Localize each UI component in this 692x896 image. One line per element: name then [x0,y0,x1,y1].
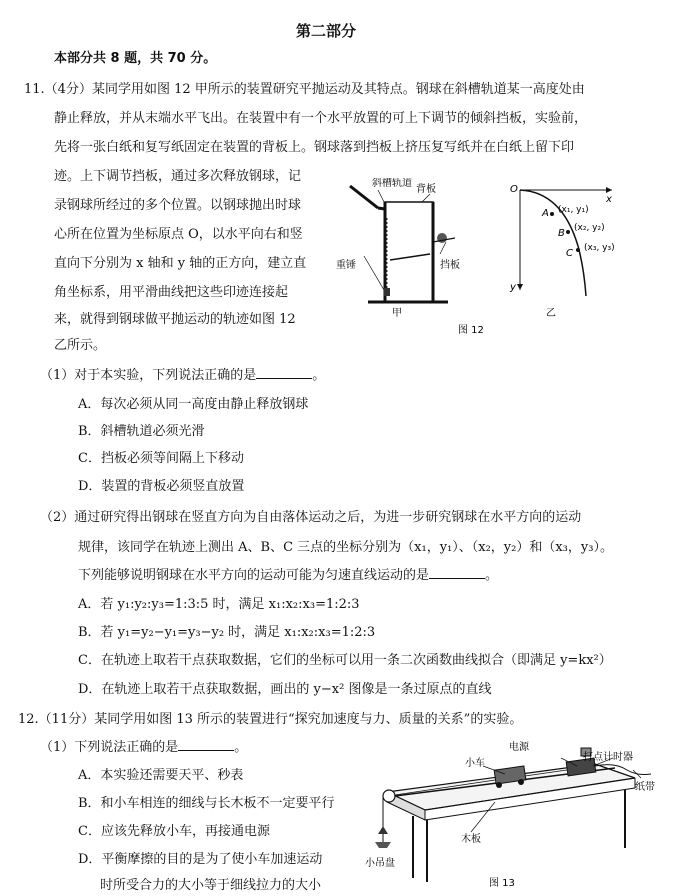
section-title: 第二部分 [296,22,357,40]
trajectory-graph [517,187,612,296]
option-c: C．在轨迹上取若干点获取数据，它们的坐标可以用一条二次函数曲线拟合（即满足 y=kx²） [78,653,612,668]
option-d-continued: 时所受合力的大小等于细线拉力的大小 [100,878,322,893]
label-car: 小车 [465,758,485,769]
label-weight: 重锤 [336,260,356,271]
q11-p1-stem [40,364,325,383]
option-a: A．若 y₁:y₂:y₃=1:3:5 时，满足 x₁:x₂:x₃=1:2:3 [78,597,360,612]
apparatus-diagram [350,186,455,302]
axis-x: x [606,194,612,205]
q11-line: 乙所示。 [54,338,107,353]
option-a: A．本实验还需要天平、秒表 [78,768,244,783]
section-intro: 本部分共 8 题，共 70 分。 [54,51,217,66]
q11-line: 来，就得到钢球做平抛运动的轨迹如图 12 [54,312,296,327]
q11-p2-stem: 规律，该同学在轨迹上测出 A、B、C 三点的坐标分别为（x₁，y₁）、（x₂，y₂）和（x₃，y₃）。 [78,540,613,555]
q11-p1-end: 。 [312,368,326,383]
option-d: D．在轨迹上取若干点获取数据，画出的 y−x² 图像是一条过原点的直线 [78,682,492,697]
q11-p2-end: 。 [485,568,499,583]
cart-apparatus-diagram [375,748,651,882]
q12-p1-stem [40,736,247,755]
q11-p2-stem [78,564,498,583]
coord-a: (x₁, y₁) [558,205,589,215]
q11-line: 迹。上下调节挡板，通过多次释放钢球，记 [54,169,302,184]
answer-blank[interactable] [429,567,485,579]
figure-13-caption: 图 13 [489,878,515,889]
label-board: 木板 [461,834,481,845]
figure-13 [365,738,675,894]
q11-line: 心所在位置为坐标原点 O，以水平向右和竖 [54,227,303,242]
q11-p1-text: （1）对于本实验，下列说法正确的是 [40,368,257,383]
option-b: B．斜槽轨道必须光滑 [78,424,205,439]
q12-p1-end: 。 [234,740,248,755]
option-d: D．装置的背板必须竖直放置 [78,479,245,494]
q11-line: 静止释放，并从末端水平飞出。在装置中有一个水平放置的可上下调节的倾斜挡板，实验前， [54,111,588,126]
option-b: B．和小车相连的细线与长木板不一定要平行 [78,796,335,811]
option-b: B．若 y₁=y₂−y₁=y₃−y₂ 时，满足 x₁:x₂:x₃=1:2:3 [78,625,376,640]
option-a: A．每次必须从同一高度由静止释放钢球 [78,397,309,412]
label-tape: 纸带 [635,782,655,793]
q12-p1-text: （1）下列说法正确的是 [40,740,179,755]
label-plate: 挡板 [440,260,460,271]
point-b: B [558,228,565,239]
option-c: C．挡板必须等间隔上下移动 [78,451,244,466]
coord-c: (x₃, y₃) [584,243,615,253]
label-rail: 斜槽轨道 [372,178,412,189]
figure-12 [330,178,630,338]
q11-line: 录钢球所经过的多个位置。以钢球抛出时球 [54,198,302,213]
q11-line: 直向下分别为 x 轴和 y 轴的正方向，建立直 [54,256,307,271]
label-yi: 乙 [546,308,556,319]
label-back: 背板 [416,184,436,195]
figure-12-caption: 图 12 [458,325,484,336]
label-pan: 小吊盘 [365,858,395,869]
q12-head: 12.（11分）某同学用如图 13 所示的装置进行“探究加速度与力、质量的关系”的实验。 [18,712,523,727]
option-d: D．平衡摩擦的目的是为了使小车加速运动 [78,852,323,867]
answer-blank[interactable] [178,739,234,751]
option-c: C．应该先释放小车，再接通电源 [78,824,270,839]
q11-line: 角坐标系，用平滑曲线把这些印迹连接起 [54,285,289,300]
point-c: C [566,248,573,259]
q11-p2-stem: （2）通过研究得出钢球在竖直方向为自由落体运动之后，为进一步研究钢球在水平方向的运动 [40,510,582,525]
point-a: A [542,208,549,219]
q11-p2-text: 下列能够说明钢球在水平方向的运动可能为匀速直线运动的是 [78,568,430,583]
axis-y: y [510,282,516,293]
coord-b: (x₂, y₂) [574,223,605,233]
label-power: 电源 [509,742,529,753]
answer-blank[interactable] [256,367,312,379]
q11-head: 11.（4分）某同学用如图 12 甲所示的装置研究平抛运动及其特点。钢球在斜槽轨道某一高度处由 [24,82,585,97]
label-jia: 甲 [392,308,402,319]
axis-o: O [510,184,518,195]
label-timer: 打点计时器 [583,752,633,763]
q11-line: 先将一张白纸和复写纸固定在装置的背板上。钢球落到挡板上挤压复写纸并在白纸上留下印 [54,140,575,155]
